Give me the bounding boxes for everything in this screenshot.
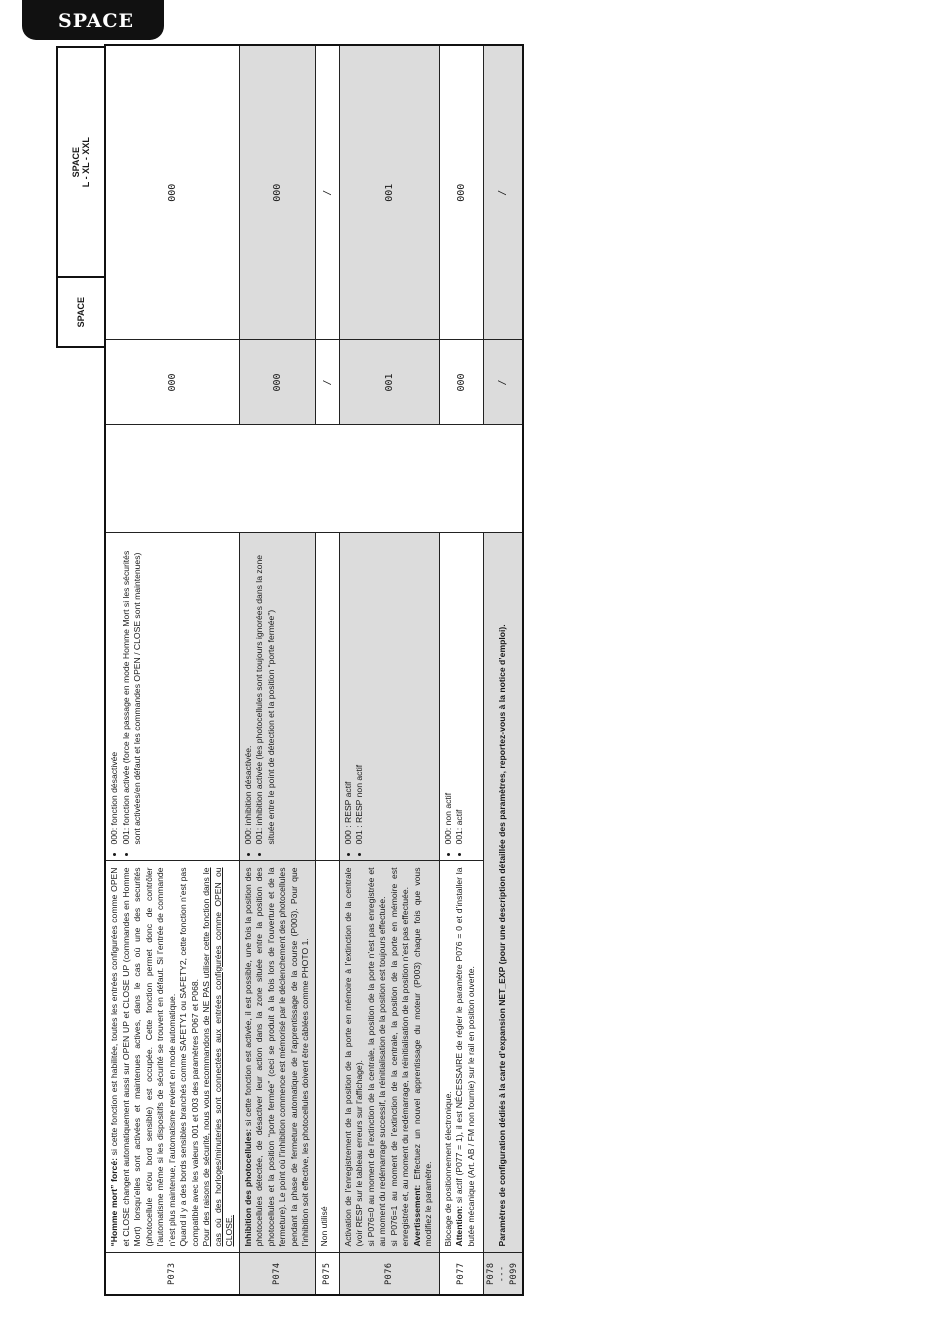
- warning-label: Avertissement:: [411, 1184, 422, 1247]
- table-row: [439, 45, 483, 1295]
- param-code: P077: [439, 1253, 483, 1295]
- space-lxl-value: 000: [439, 45, 483, 340]
- space-value: 000: [439, 340, 483, 425]
- param-code: P076: [339, 1253, 439, 1295]
- param-code: P073: [105, 1253, 239, 1295]
- desc-bold: Paramètres de configuration dédiés à la carte d’expansion NET_EXP (pour une description détaillée des paramètres, reportez-vous à la notice d’emploi).: [497, 624, 508, 1247]
- table-row: [239, 45, 315, 1295]
- desc-text: si cette fonction est habilitée, toutes les entrées configurées comme OPEN et CLOSE changent automatiquement aussi sur OPEN UP et CLOSE UP (commandes en Homme Mort) lorsqu’elles sont activées et maintenues actives, dans le cas où une des securités (photocellule et/ou bord sensible) est occupée. Cette fonction permet donc de contrôler l’automatisme même si les dispositifs de sécurité se trouvent en défaut. Si l’entrée de commande n’est plus maintenue, l’automatisme revient en mode automatique.: [109, 867, 177, 1247]
- desc-text-2: si P076=0 au moment de l’extinction de la centrale, la position de la porte n’est pas enregistrée et au moment du redémarrage successif, la réinitialisation de la position est toujours effectuée.: [365, 867, 388, 1247]
- value-option: • 001: fonction activée (force le passage en mode Homme Mort si les sécurités sont activées/en défaut et les commandes OPEN / CLOSE sont maintenues): [121, 540, 144, 845]
- brand-tab: [22, 0, 164, 40]
- param-values: [439, 533, 483, 861]
- value-option: • 001: actif: [454, 540, 466, 845]
- column-headers: [56, 46, 104, 426]
- value-option: • 000 : RESP actif: [343, 540, 355, 845]
- value-option: • 000: non actif: [443, 540, 455, 845]
- param-description: [315, 861, 339, 1253]
- space-value: 001: [339, 340, 439, 425]
- space-lxl-value: /: [483, 45, 523, 340]
- desc-text-3: si P076=1 au moment de l’extinction de la centrale, la position de la porte en mémoire est enregistrée et, au moment du redémarrage, la réinitialisation de la position n’est pas effectuée.: [388, 867, 411, 1247]
- param-values: [105, 533, 239, 861]
- space-value: 000: [105, 340, 239, 425]
- space-lxl-value: /: [315, 45, 339, 340]
- value-option: • 001: inhibition activée (les photocellules sont toujours ignorées dans la zone située entre le point de détection et la position “porte fermée”): [254, 540, 277, 845]
- param-code: P074: [239, 1253, 315, 1295]
- param-description: [483, 533, 523, 1253]
- param-values: [239, 533, 315, 861]
- value-option: • 001 : RESP non actif: [354, 540, 366, 845]
- desc-bold: “Homme mort” forcé:: [109, 1158, 119, 1247]
- desc-bold: Inhibition des photocellules:: [242, 1128, 253, 1247]
- param-code: P075: [315, 1253, 339, 1295]
- param-code: P078 --- P099: [483, 1253, 523, 1295]
- value-option: • 000: fonction désactivée: [109, 540, 121, 845]
- table-row: [339, 45, 439, 1295]
- param-description: [239, 861, 315, 1253]
- space-value: 000: [239, 340, 315, 425]
- header-space-lxl: SPACE L - XL - XXL: [56, 46, 104, 276]
- desc-text: Activation de l’enregistrement de la position de la porte en mémoire à l’extinction de la centrale (voir RESP sur le tableau erreurs sur l’affichage).: [342, 867, 365, 1247]
- parameter-table-page: [71, 46, 527, 1296]
- table-row: [315, 45, 339, 1295]
- brand-title: SPACE: [58, 10, 134, 32]
- table-row: [105, 45, 239, 1295]
- space-lxl-value: 000: [105, 45, 239, 340]
- param-values: [315, 533, 339, 861]
- desc-text-2: Quand il y a des bords sensibles branchés comme SAFETY1 ou SAFETY2, cette fonction n’est pas compatible avec les valeurs 001 et 003 des paramètres P067 et P068.: [178, 867, 200, 1247]
- desc-text: Non utilisé: [318, 1206, 329, 1247]
- header-space: SPACE: [56, 276, 104, 348]
- parameter-table: [104, 44, 524, 1296]
- desc-text: si cette fonction est activée, il est possible, une fois la position des photocellules détectée, de désactiver leur action dans la zone située entre la position des photocellules et la position “porte fermée” (ceci se produit à la fois lors de l’ouverture et de la fermeture). Le point où l’inhibition commence est mémorisé par le déclenchement des photocellules pendant la phase de fermeture automatique de l’apprentissage de la course (P003). Pour que l’inhibition soit effective, les photocellules doivent être câblées comme PHOTO 1.: [242, 867, 311, 1247]
- header-spacer: [56, 348, 104, 426]
- desc-text-3: Pour des raisons de sécurité, nous vous recommandons de NE PAS utiliser cette fonction dans le cas où des horloges/minuteries sont connectées aux entrées configurées comme OPEN ou CLOSE.: [201, 867, 235, 1247]
- space-value: /: [315, 340, 339, 425]
- attention-text: si actif (P077 = 1), il est NÉCESSAIRE de régler le paramètre P076 = 0 et d’installer la butée mécanique (Art. AB / FM non fournie) sur le rail en position ouverte.: [454, 867, 476, 1247]
- table-row: [483, 45, 523, 1295]
- param-description: [339, 861, 439, 1253]
- space-lxl-value: 000: [239, 45, 315, 340]
- param-description: [105, 861, 239, 1253]
- warning-text: Effectuez un nouvel apprentissage du moteur (P003) chaque fois que vous modifiez le paramètre.: [411, 867, 434, 1247]
- value-option: • 000: inhibition désactivée.: [243, 540, 255, 845]
- param-description: [439, 861, 483, 1253]
- attention-label: Attention:: [454, 1205, 465, 1247]
- space-lxl-value: 001: [339, 45, 439, 340]
- space-value: /: [483, 340, 523, 425]
- param-values: [339, 533, 439, 861]
- desc-text: Blocage de positionnement électronique.: [442, 1091, 453, 1247]
